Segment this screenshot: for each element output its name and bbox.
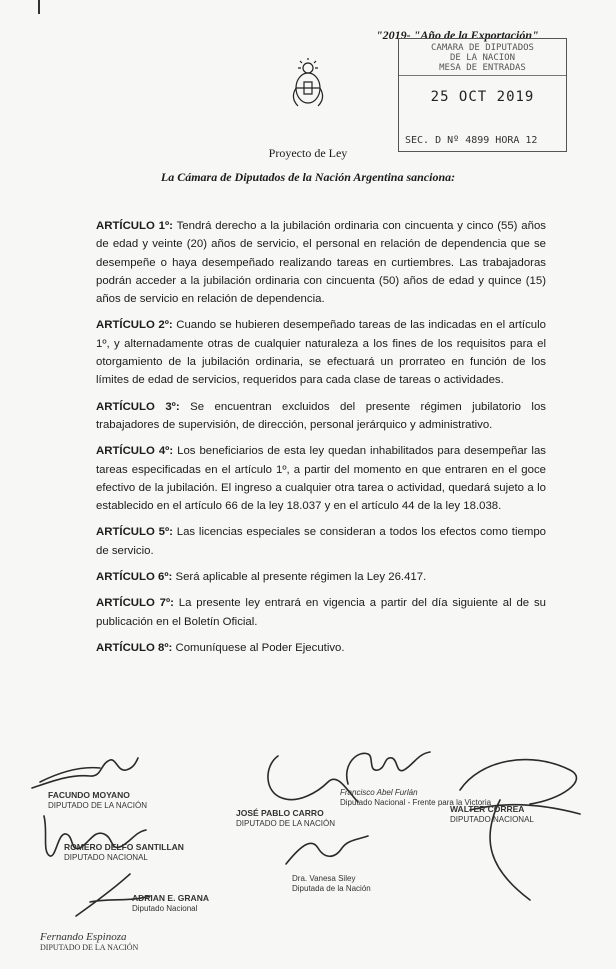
stamp-line-1: CAMARA DE DIPUTADOS [431,43,534,53]
signature-carro [236,808,335,829]
article-label: ARTÍCULO 7º: [96,597,174,610]
signer-role: Diputado Nacional [132,904,198,913]
signer-name: FACUNDO MOYANO [48,790,130,800]
article-text: La presente ley entrará en vigencia a partir del día siguiente al de su publicación en el Boletín Oficial. [96,597,546,628]
article-label: ARTÍCULO 6º: [96,571,173,584]
signer-name: ROMERO DELFO SANTILLAN [64,842,184,852]
reception-stamp [398,38,567,152]
article-label: ARTÍCULO 1º: [96,220,173,232]
article-text: Los beneficiarios de esta ley quedan inhabilitados para desempeñar las tareas especificadas en el artículo 1º, a partir del momento en que entraren en el goce efectivo de la jubilación. El ingreso a cualquier otra tarea o actividad, quedará sujeto a lo establecido en el artículo 66 de la ley 18.037 y en el artículo 44 de la ley 18.038. [96,445,546,513]
signer-role: Diputada de la Nación [292,884,371,893]
national-coat-of-arms-icon [288,58,328,108]
article-label: ARTÍCULO 4º: [96,445,174,458]
article-5 [96,523,546,560]
article-text: Comuníquese al Poder Ejecutivo. [175,641,345,654]
article-text: Cuando se hubieren desempeñado tareas de las indicadas en el artículo 1º, y alternadamente otras de cualquier naturaleza a los fines de los requisitos para el otorgamiento de la jubilación ordinaria, se efectuará un prorrateo en función de los límites de edad de servicios, requeridos para cada clase de tareas o actividades. [96,319,546,387]
stamp-sec-line: SEC. D Nº 4899 HORA 12 [405,135,538,146]
signature-siley-scribble [282,834,372,874]
article-7 [96,594,546,631]
stamp-divider [399,75,566,76]
article-text: Se encuentran excluidos del presente régimen jubilatorio los trabajadores de supervisión, de dirección, personal jerárquico y administrativo. [96,400,546,431]
signer-name: Fernando Espinoza [40,931,127,943]
stamp-line-2: DE LA NACION [449,53,516,63]
article-2 [96,316,546,389]
sanction-line: La Cámara de Diputados de la Nación Argentina sanciona: [160,170,456,184]
signer-role: DIPUTADO DE LA NACIÓN [40,943,139,952]
article-label: ARTÍCULO 3º: [96,400,180,413]
article-text: Será aplicable al presente régimen la Ley 26.417. [175,571,427,584]
stamp-date: 25 OCT 2019 [430,89,535,105]
signature-correa [450,804,534,825]
signer-role: DIPUTADO NACIONAL [64,853,148,862]
signer-name: JOSÉ PABLO CARRO [236,808,324,818]
article-6 [96,568,546,586]
signature-moyano [48,790,147,811]
signer-role: DIPUTADO DE LA NACIÓN [48,801,147,810]
signature-santillan [64,842,184,863]
signature-grana [132,893,209,914]
document-type: Proyecto de Ley [268,146,348,160]
article-label: ARTÍCULO 2º: [96,319,173,332]
signer-role: DIPUTADO DE LA NACIÓN [236,819,335,828]
signature-moyano-scribble [30,752,140,792]
article-text: Tendrá derecho a la jubilación ordinaria con cincuenta y cinco (55) años de edad y veinte (20) años de servicio, el personal en relación de dependencia que se desempeñe o haya desempeñado realizando tareas en curtiembres. Las trabajadoras podrán acceder a la jubilación ordinaria con cincuenta (50) años de edad y quince (15) años de servicio en relación de dependencia. [96,220,546,306]
article-text: Las licencias especiales se consideran a todos los efectos como tiempo de servicio. [96,526,546,557]
article-label: ARTÍCULO 8º: [96,641,173,654]
law-articles [96,217,546,665]
year-motto: "2019- "Año de la Exportación" [376,28,539,42]
article-4 [96,442,546,515]
signature-correa-scribble [440,740,590,910]
signer-name: ADRIAN E. GRANA [132,893,209,903]
signer-name: Dra. Vanesa Siley [292,874,356,883]
signature-siley [292,874,371,894]
article-3 [96,398,546,435]
signer-role: Diputado Nacional - Frente para la Victoria [340,798,492,807]
stamp-line-3: MESA DE ENTRADAS [439,63,526,73]
article-1 [96,217,546,308]
signer-role: DIPUTADO NACIONAL [450,815,534,824]
signer-name: WALTER CORREA [450,804,525,814]
article-8 [96,639,546,657]
article-label: ARTÍCULO 5º: [96,526,173,539]
signature-furlan-scribble [338,744,438,792]
signature-espinoza [40,932,138,953]
signer-name: Francisco Abel Furlán [340,788,418,797]
page-edge-mark [38,0,40,14]
